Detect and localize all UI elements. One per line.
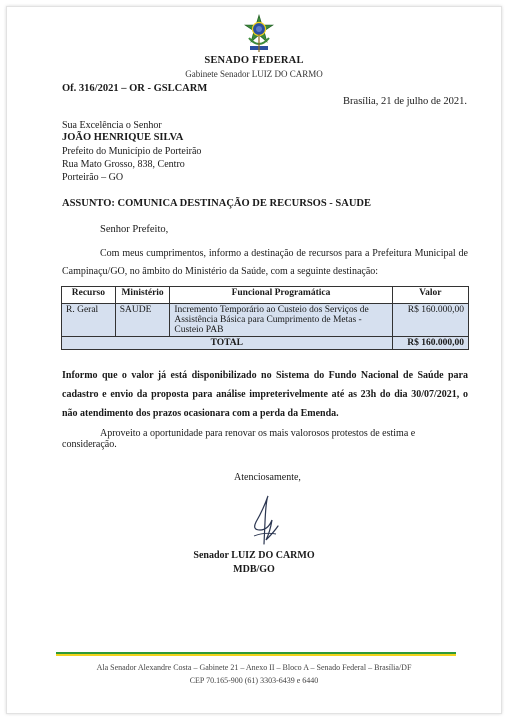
- footer: [0, 661, 508, 687]
- cell-valor: R$ 160.000,00: [392, 304, 468, 337]
- table-total-row: [62, 337, 469, 350]
- greeting: Senhor Prefeito,: [100, 224, 169, 235]
- total-label: TOTAL: [62, 337, 393, 350]
- total-value: R$ 160.000,00: [392, 337, 468, 350]
- table-header-row: [62, 287, 469, 304]
- header-subtitle: Gabinete Senador LUIZ DO CARMO: [185, 69, 323, 79]
- brazil-coat-of-arms-icon: [243, 14, 275, 54]
- recipient-city: Porteirão – GO: [62, 172, 124, 183]
- subject-line: ASSUNTO: COMUNICA DESTINAÇÃO DE RECURSOS - SAUDE: [62, 198, 372, 209]
- table-row: [62, 304, 469, 337]
- header-title: SENADO FEDERAL: [204, 55, 304, 66]
- recipient-name: JOÃO HENRIQUE SILVA: [62, 132, 184, 143]
- recipient-street: Rua Mato Grosso, 838, Centro: [62, 159, 185, 170]
- cell-ministerio: SAUDE: [115, 304, 170, 337]
- table-header: Valor: [392, 287, 468, 304]
- body-paragraph: Com meus cumprimentos, informo a destinação de recursos para a Prefeitura Municipal de Campinaçu/GO, no âmbito do Ministério da Saúde, com a seguinte destinação:: [62, 248, 468, 277]
- sender-name: Senador LUIZ DO CARMO: [193, 550, 315, 561]
- page-frame: [6, 6, 502, 714]
- cell-recurso: R. Geral: [62, 304, 116, 337]
- deadline-notice: Informo que o valor já está disponibilizado no Sistema do Fundo Nacional de Saúde para cadastro e envio da proposta para análise impreterivelmente até as 23h do dia 30/07/2021, o não atendimento dos prazos ocasionara com a perda da Emenda.: [62, 370, 468, 419]
- closing-paragraph: Aproveito a oportunidade para renovar os mais valorosos protestos de estima e consideração.: [62, 428, 416, 450]
- table-header: Ministério: [115, 287, 170, 304]
- resource-table: [61, 286, 469, 350]
- recipient-salutation: Sua Excelência o Senhor: [62, 120, 162, 131]
- sender-party: MDB/GO: [233, 564, 275, 575]
- table-header: Recurso: [62, 287, 116, 304]
- sign-off: Atenciosamente,: [234, 472, 301, 483]
- footer-address: Ala Senador Alexandre Costa – Gabinete 21 – Anexo II – Bloco A – Senado Federal – Brasília/DF: [96, 663, 412, 672]
- document-date: Brasília, 21 de julho de 2021.: [343, 96, 467, 107]
- sender-block: [0, 549, 508, 577]
- table-header: Funcional Programática: [170, 287, 392, 304]
- cell-funcional: Incremento Temporário ao Custeio dos Serviços de Assistência Básica para Cumprimento de Metas - Custeio PAB: [170, 304, 392, 337]
- footer-contact: CEP 70.165-900 (61) 3303-6439 e 6440: [189, 676, 319, 685]
- document-reference: Of. 316/2021 – OR - GSLCARM: [62, 83, 208, 94]
- handwritten-signature: [246, 492, 282, 548]
- footer-rule-yellow: [56, 654, 456, 656]
- recipient-title: Prefeito do Município de Porteirão: [62, 146, 202, 157]
